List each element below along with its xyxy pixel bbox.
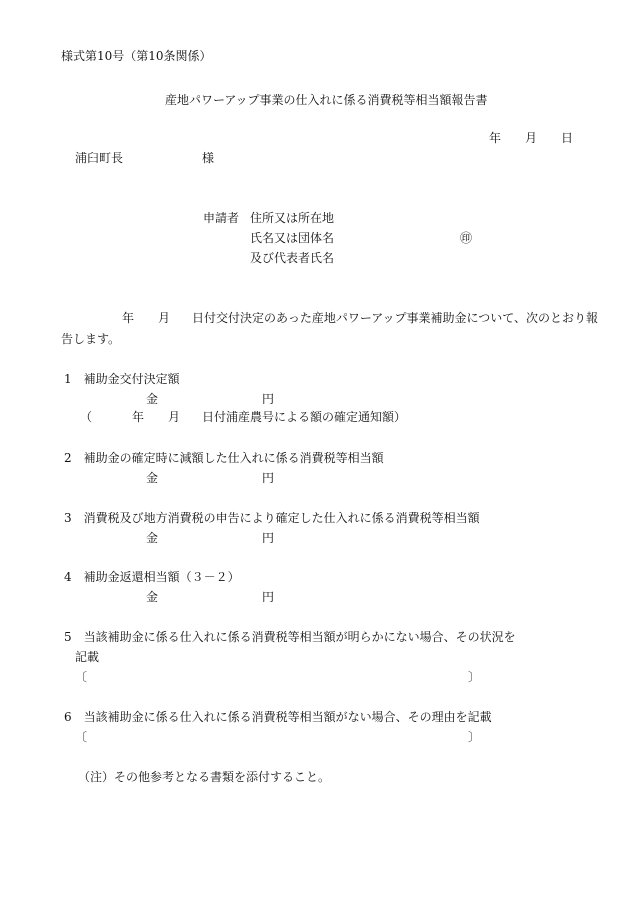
item1-yen: 円 bbox=[262, 392, 275, 406]
item1-year: 年 bbox=[132, 410, 145, 424]
item1-month: 月 bbox=[168, 410, 181, 424]
representative-label: 及び代表者氏名 bbox=[250, 251, 335, 265]
footer-note: （注）その他参考となる書類を添付すること。 bbox=[78, 770, 331, 784]
form-number: 様式第10号（第10条関係） bbox=[61, 49, 212, 63]
item2-heading: 2 補助金の確定時に減額した仕入れに係る消費税等相当額 bbox=[64, 451, 384, 465]
intro-year: 年 bbox=[122, 311, 135, 325]
item1-heading: 1 補助金交付決定額 bbox=[64, 372, 180, 386]
item2-kin: 金 bbox=[146, 471, 159, 485]
item4-yen: 円 bbox=[262, 590, 275, 604]
item5-bracket-open: 〔 bbox=[75, 670, 88, 684]
item1-kin: 金 bbox=[146, 392, 159, 406]
item3-yen: 円 bbox=[262, 531, 275, 545]
item5-bracket-close: 〕 bbox=[468, 670, 481, 684]
item6-heading: 6 当該補助金に係る仕入れに係る消費税等相当額がない場合、その理由を記載 bbox=[64, 710, 492, 724]
item4-kin: 金 bbox=[146, 590, 159, 604]
addressee: 浦臼町長 bbox=[75, 151, 124, 165]
item5-heading: 5 当該補助金に係る仕入れに係る消費税等相当額が明らかにない場合、その状況を bbox=[64, 630, 516, 644]
seal-mark: ㊞ bbox=[460, 231, 473, 245]
item3-heading: 3 消費税及び地方消費税の申告により確定した仕入れに係る消費税等相当額 bbox=[64, 511, 480, 525]
applicant-label: 申請者 bbox=[203, 211, 240, 225]
item5-heading-cont: 記載 bbox=[75, 650, 100, 664]
item3-kin: 金 bbox=[146, 531, 159, 545]
intro-month: 月 bbox=[158, 311, 171, 325]
item2-yen: 円 bbox=[262, 471, 275, 485]
item1-note: 日付浦産農号による額の確定通知額） bbox=[202, 410, 407, 424]
address-label: 住所又は所在地 bbox=[250, 211, 335, 225]
item6-bracket-close: 〕 bbox=[468, 730, 481, 744]
date-year-label: 年 bbox=[489, 131, 502, 145]
date-day-label: 日 bbox=[561, 131, 574, 145]
date-month-label: 月 bbox=[525, 131, 538, 145]
intro-text-line1: 日付交付決定のあった産地パワーアップ事業補助金について、次のとおり報 bbox=[192, 311, 598, 325]
intro-text-line2: 告します。 bbox=[61, 332, 121, 346]
name-label: 氏名又は団体名 bbox=[250, 231, 335, 245]
item1-paren-open: （ bbox=[80, 410, 93, 424]
item4-heading: 4 補助金返還相当額（３－２） bbox=[64, 570, 240, 584]
addressee-honorific: 様 bbox=[202, 151, 215, 165]
document-title: 産地パワーアップ事業の仕入れに係る消費税等相当額報告書 bbox=[165, 93, 488, 107]
item6-bracket-open: 〔 bbox=[75, 730, 88, 744]
